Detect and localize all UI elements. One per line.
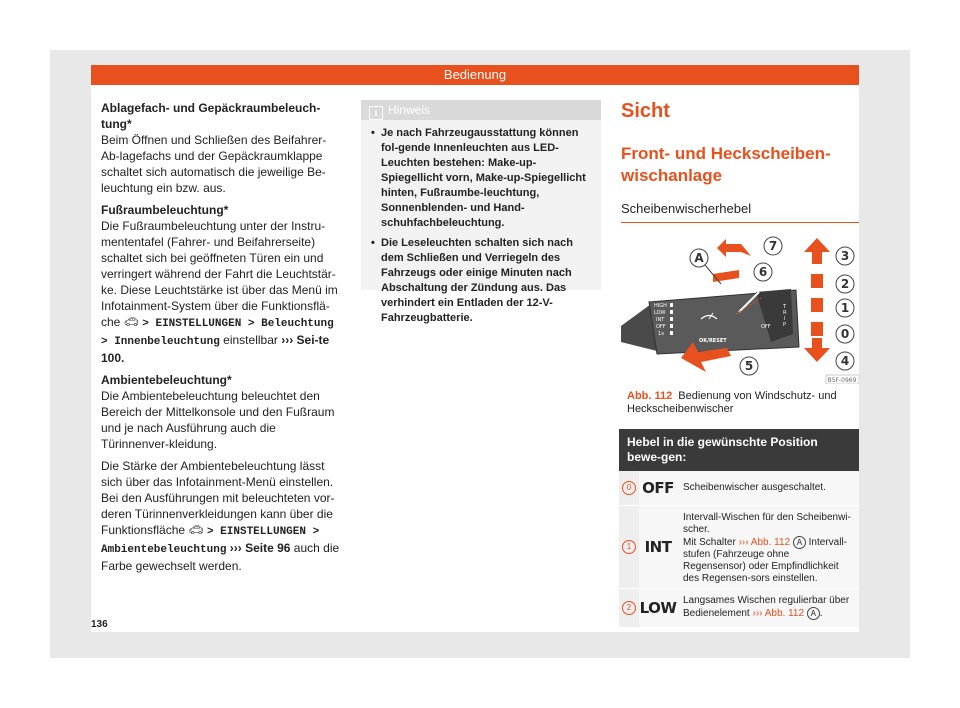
car-icon: 🚗︎	[123, 315, 139, 329]
page-reference[interactable]: ››› Sei-te 100.	[101, 333, 330, 365]
note-item: • Die Leseleuchten schalten sich nach dem Schließen und Verriegeln des Fahrzeugs oder einige Minuten nach Abschaltung der Zündung aus. Das verhindert ein Entladen der 12-V-Fahrzeugbatterie.	[371, 236, 591, 326]
position-symbol: OFF	[639, 471, 677, 505]
page-header: Bedienung	[91, 65, 859, 85]
figure-caption: Abb. 112 Bedienung von Windschutz- und Heckscheibenwischer	[627, 390, 837, 415]
paragraph: Die Ambientebeleuchtung beleuchtet den Bereich der Mittelkonsole und den Fußraum und je nach Ausführung auch die Türinnenver-kleidung.	[101, 389, 335, 451]
position-badge: 0	[622, 481, 636, 495]
paragraph: Die Stärke der Ambientebeleuchtung lässt sich über das Infotainment-Menü einstellen. Bei den Ausführungen mit beleuchteten vor-deren Türinnenverkleidungen kann über die Funktionsfläche 🚗︎ > EINSTELLUNGEN > Ambientebeleuchtung ››› Seite 96 auch die Farbe gewechselt werden.	[101, 459, 340, 573]
label-1: 1	[840, 301, 850, 315]
car-icon: 🚗︎	[188, 523, 204, 537]
position-symbol: LOW	[639, 589, 677, 627]
paragraph: Die Fußraumbeleuchtung unter der Instru-mententafel (Fahrer- und Beifahrerseite) schaltet sich bei geöffneten Türen ein und verringert während der Fahrt die Leuchtstär-ke. Diese Leuchtstärke ist über das Menü im Infotainment-System über die Funktionsflä-che 🚗︎ > EINSTELLUNGEN > Beleuchtung > Innenbeleuchtung einstellbar ››› Sei-te 100.	[101, 219, 338, 365]
note-item: • Je nach Fahrzeugausstattung können fol-gende Innenleuchten aus LED-Leuchten bestehen: Make-up-Spiegellicht vorn, Make-up-Spiegellicht hinten, Fußraumbe-leuchtung, Sonnenblenden- und Hand-schuhfachbeleuchtung.	[371, 126, 591, 231]
menu-path: > EINSTELLUNGEN > Beleuchtung > Innenbeleuchtung	[101, 318, 334, 348]
menu-path: > EINSTELLUNGEN > Ambientebeleuchtung	[101, 526, 320, 556]
page-reference[interactable]: ››› Seite 96	[229, 541, 291, 555]
info-icon: i	[369, 106, 383, 120]
position-badge: 2	[622, 601, 636, 615]
badge-A: A	[807, 607, 820, 620]
table-row	[619, 506, 859, 589]
table-row	[619, 589, 859, 628]
switch-label: OFF	[656, 324, 666, 330]
ok-reset-label: OK/RESET	[699, 338, 727, 344]
switch-label: HIGH	[654, 303, 667, 309]
section-title-ambient-light: Ambientebeleuchtung*	[101, 373, 232, 387]
pos-0	[811, 322, 823, 336]
wiper-lever-figure	[621, 234, 859, 384]
chapter-heading: Front- und Heckscheiben-wischanlage	[621, 144, 831, 185]
left-column	[101, 100, 341, 580]
position-description: Langsames Wischen regulierbar über Bedienelement ››› Abb. 112 A .	[677, 589, 859, 627]
note-box	[361, 100, 601, 324]
table-row	[619, 471, 859, 506]
switch-label: LOW	[654, 310, 666, 316]
section-title-footwell-light: Fußraumbeleuchtung*	[101, 203, 229, 217]
position-description: Scheibenwischer ausgeschaltet.	[677, 471, 859, 505]
figure-code: B5F-0969	[827, 377, 857, 384]
caption-label: Abb. 112	[627, 390, 673, 402]
side-label: R	[783, 310, 787, 316]
figure-reference[interactable]: ››› Abb. 112	[752, 608, 805, 619]
label-0: 0	[840, 327, 850, 341]
side-label: P	[783, 322, 787, 328]
position-description: Intervall-Wischen für den Scheibenwi-scher. Mit Schalter ››› Abb. 112 A Intervall-stufen (Fahrzeuge ohne Regensensor) oder Empfindlichkeit des Regensen-sors einstellen.	[677, 506, 859, 588]
page-number: 136	[91, 619, 108, 630]
label-7: 7	[768, 239, 778, 253]
label-3: 3	[840, 249, 850, 263]
label-5: 5	[744, 359, 754, 373]
label-2: 2	[840, 277, 850, 291]
figure-reference[interactable]: ››› Abb. 112	[738, 537, 791, 548]
pos-1	[811, 298, 823, 312]
badge-A: A	[793, 536, 806, 549]
positions-table	[619, 429, 859, 628]
switch-label: INT	[656, 317, 665, 323]
position-badge: 1	[622, 540, 636, 554]
label-6: 6	[758, 265, 768, 279]
pos-2	[811, 274, 823, 288]
table-header: Hebel in die gewünschte Position bewe-gen:	[619, 429, 859, 471]
position-symbol: INT	[639, 506, 677, 588]
off-label: OFF	[761, 324, 771, 330]
section-title-glovebox-light: Ablagefach- und Gepäckraumbeleuch-tung*	[101, 101, 321, 131]
note-header: i Hinweis	[361, 100, 601, 120]
side-label: I	[784, 316, 786, 322]
label-A: A	[694, 251, 704, 265]
section-heading: Sicht	[621, 100, 670, 122]
side-label: T	[783, 304, 787, 310]
label-4: 4	[840, 354, 850, 368]
sub-heading: Scheibenwischerhebel	[621, 201, 859, 223]
switch-label: 1x	[658, 331, 665, 337]
paragraph: Beim Öffnen und Schließen des Beifahrer-Ab-lagefachs und der Gepäckraumklappe schaltet sich automatisch die jeweilige Be-leuchtung ein bzw. aus.	[101, 133, 327, 195]
